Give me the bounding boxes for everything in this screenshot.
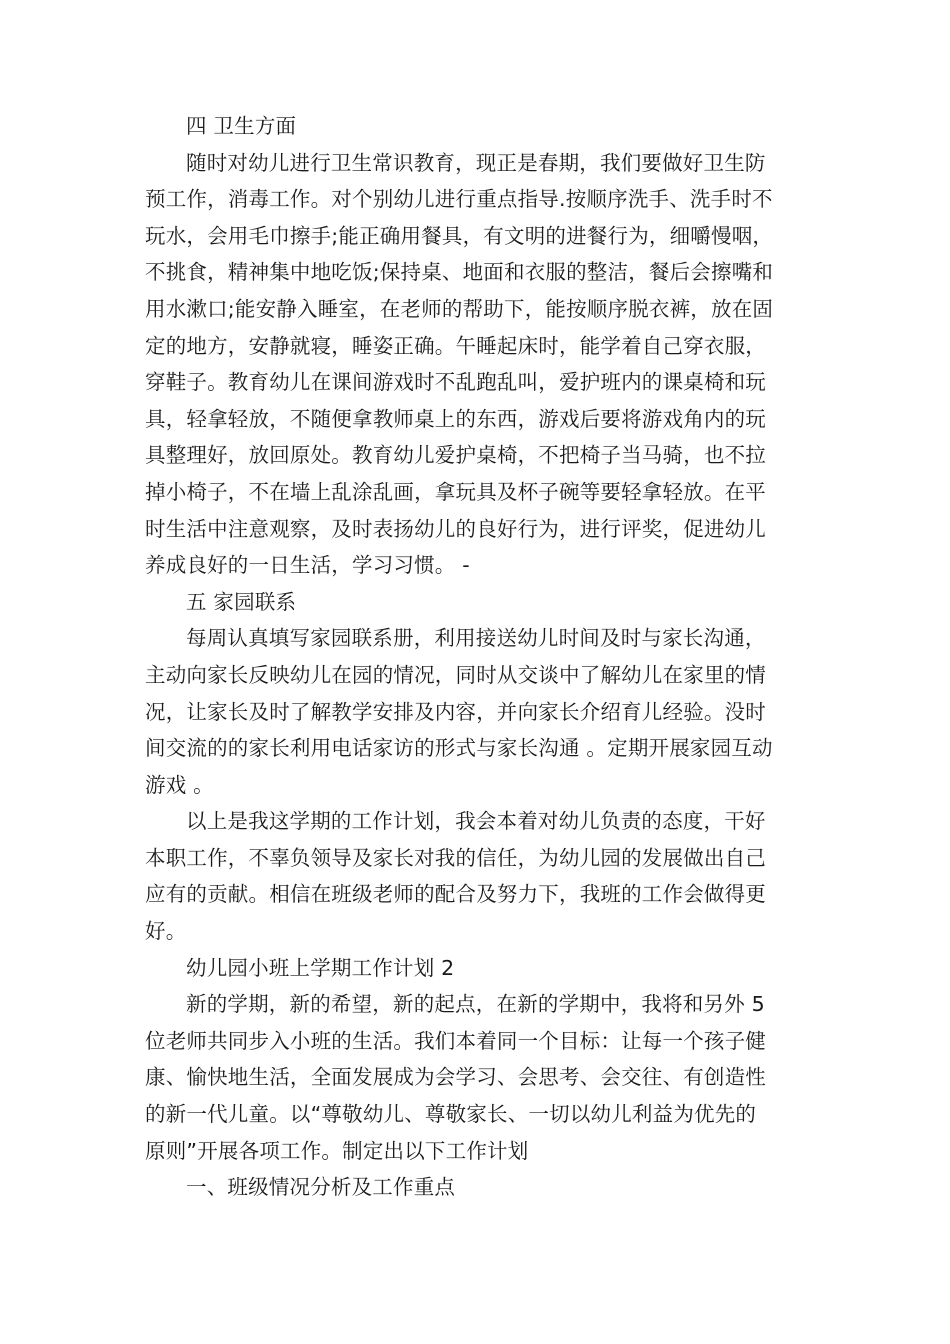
line-9: 具，轻拿轻放，不随便拿教师桌上的东西，游戏后要将游戏角内的玩 <box>145 406 766 431</box>
line-1: 四 卫生方面 <box>186 114 297 138</box>
line-10: 具整理好，放回原处。教育幼儿爱护桌椅，不把椅子当马骑，也不拉 <box>145 443 766 468</box>
line-18: 间交流的的家长利用电话家访的形式与家长沟通 。定期开展家园互动 <box>145 736 773 761</box>
line-6: 用水漱口;能安静入睡室，在老师的帮助下，能按顺序脱衣裤，放在固 <box>145 296 774 321</box>
line-16: 主动向家长反映幼儿在园的情况，同时从交谈中了解幼儿在家里的情 <box>145 662 766 687</box>
line-7: 定的地方，安静就寝，睡姿正确。午睡起床时，能学着自己穿衣服， <box>145 333 766 358</box>
line-13: 养成良好的一日生活，学习习惯。 - <box>145 553 470 578</box>
line-22: 应有的贡献。相信在班级老师的配合及努力下，我班的工作会做得更 <box>145 882 766 907</box>
line-29: 原则”开展各项工作。制定出以下工作计划 <box>145 1138 529 1163</box>
line-12: 时生活中注意观察，及时表扬幼儿的良好行为，进行评奖，促进幼儿 <box>145 516 766 541</box>
line-26: 位老师共同步入小班的生活。我们本着同一个目标：让每一个孩子健 <box>145 1028 766 1053</box>
line-15: 每周认真填写家园联系册，利用接送幼儿时间及时与家长沟通， <box>186 626 766 651</box>
document-body <box>145 108 811 1206</box>
line-23: 好。 <box>145 919 187 944</box>
line-21: 本职工作，不辜负领导及家长对我的信任，为幼儿园的发展做出自己 <box>145 845 766 870</box>
line-3: 预工作，消毒工作。对个别幼儿进行重点指导.按顺序洗手、洗手时不 <box>145 187 773 212</box>
line-17: 况，让家长及时了解教学安排及内容，并向家长介绍育儿经验。没时 <box>145 699 766 724</box>
line-24: 幼儿园小班上学期工作计划 2 <box>186 955 455 980</box>
line-2: 随时对幼儿进行卫生常识教育，现正是春期，我们要做好卫生防 <box>186 150 766 175</box>
line-28: 的新一代儿童。以“尊敬幼儿、尊敬家长、一切以幼儿利益为优先的 <box>145 1102 757 1127</box>
line-27: 康、愉快地生活，全面发展成为会学习、会思考、会交往、有创造性 <box>145 1065 766 1090</box>
line-14: 五 家园联系 <box>186 589 297 614</box>
line-11: 掉小椅子，不在墙上乱涂乱画，拿玩具及杯子碗等要轻拿轻放。在平 <box>145 479 766 504</box>
line-20: 以上是我这学期的工作计划，我会本着对幼儿负责的态度，干好 <box>186 809 766 834</box>
line-8: 穿鞋子。教育幼儿在课间游戏时不乱跑乱叫，爱护班内的课桌椅和玩 <box>145 370 766 395</box>
line-25: 新的学期，新的希望，新的起点，在新的学期中，我将和另外 5 <box>186 992 765 1017</box>
line-30: 一、班级情况分析及工作重点 <box>186 1175 456 1200</box>
line-4: 玩水，会用毛巾擦手;能正确用餐具，有文明的进餐行为，细嚼慢咽， <box>145 223 774 248</box>
line-19: 游戏 。 <box>145 772 214 797</box>
line-5: 不挑食，精神集中地吃饭;保持桌、地面和衣服的整洁，餐后会擦嘴和 <box>145 260 774 285</box>
